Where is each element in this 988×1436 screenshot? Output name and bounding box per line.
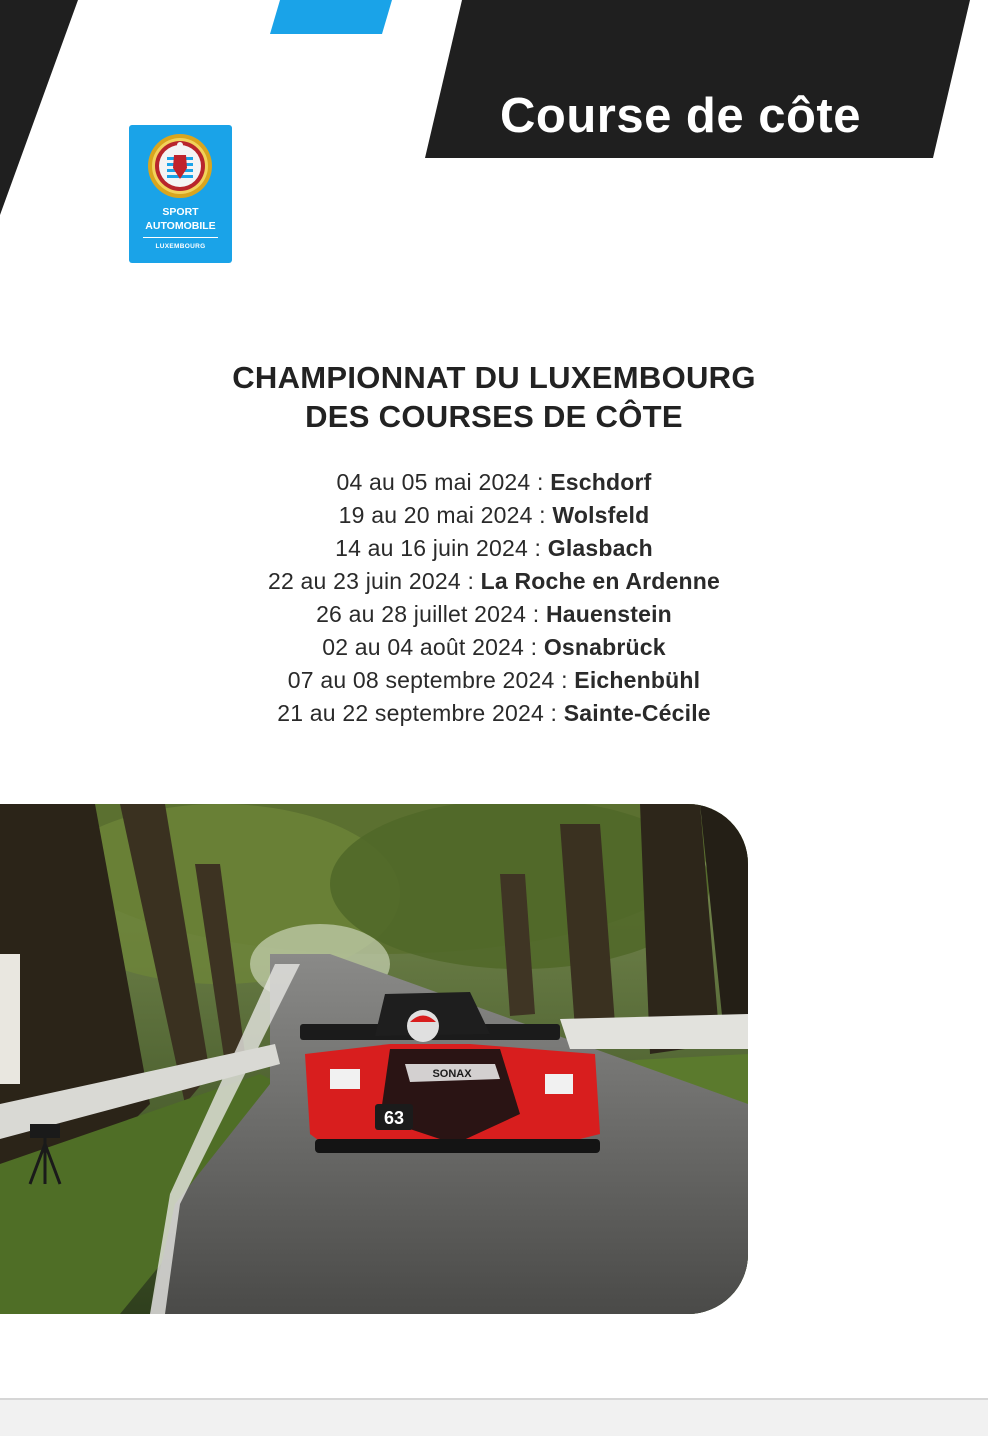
event-item: 14 au 16 juin 2024 : Glasbach — [335, 535, 653, 561]
event-item: 07 au 08 septembre 2024 : Eichenbühl — [287, 667, 701, 693]
bottom-bar — [0, 1398, 988, 1436]
emblem-icon — [147, 133, 213, 199]
heading-line-1: CHAMPIONNAT DU LUXEMBOURG — [232, 360, 756, 395]
logo-line-automobile: AUTOMOBILE — [145, 220, 216, 232]
event-item: 21 au 22 septembre 2024 : Sainte-Cécile — [277, 700, 711, 726]
logo-line-luxembourg: LUXEMBOURG — [155, 243, 206, 250]
event-item: 19 au 20 mai 2024 : Wolsfeld — [338, 502, 650, 528]
logo-line-sport: SPORT — [162, 206, 199, 218]
car-number: 63 — [383, 1108, 405, 1128]
page-title: Course de côte — [500, 89, 861, 143]
car-sponsor: SONAX — [432, 1068, 472, 1080]
decorative-stripe-blue — [270, 0, 392, 34]
decorative-stripe-left — [0, 0, 80, 215]
sport-automobile-logo — [129, 125, 232, 263]
event-item: 22 au 23 juin 2024 : La Roche en Ardenne — [267, 568, 721, 594]
event-list — [0, 466, 988, 730]
event-item: 04 au 05 mai 2024 : Eschdorf — [336, 469, 652, 495]
event-item: 02 au 04 août 2024 : Osnabrück — [322, 634, 666, 660]
logo-text — [129, 205, 232, 233]
championship-heading — [0, 358, 988, 436]
logo-divider — [143, 237, 218, 238]
race-car-photo — [0, 804, 748, 1314]
heading-line-2: DES COURSES DE CÔTE — [305, 399, 683, 434]
event-item: 26 au 28 juillet 2024 : Hauenstein — [316, 601, 672, 627]
